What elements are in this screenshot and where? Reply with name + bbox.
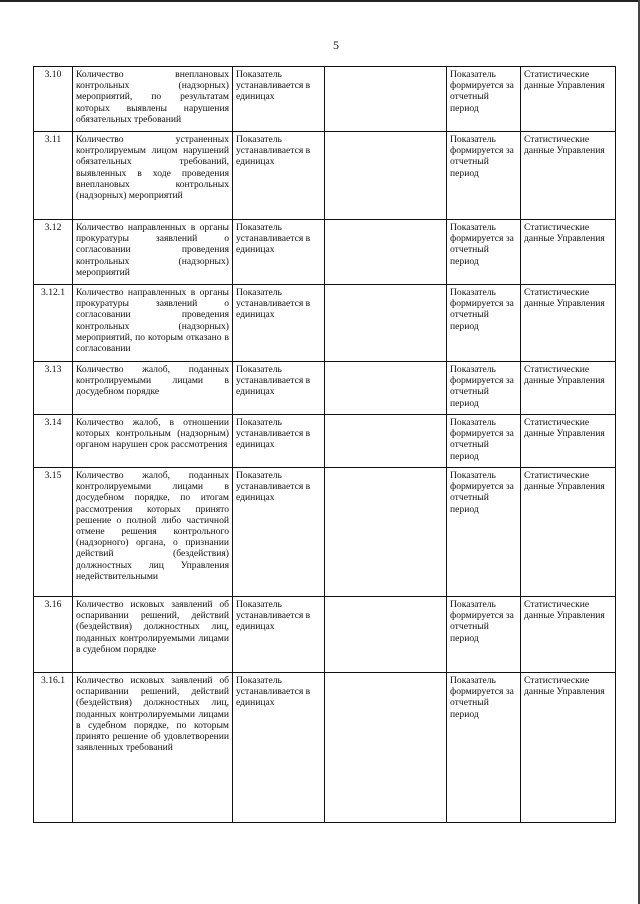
indicator-target xyxy=(325,220,447,285)
indicator-unit: Показатель устанавливается в единицах xyxy=(233,67,325,132)
indicator-source: Статистические данные Управления xyxy=(521,362,616,415)
row-number: 3.10 xyxy=(34,67,73,132)
table-row xyxy=(34,415,616,468)
table-row xyxy=(34,67,616,132)
indicator-target xyxy=(325,362,447,415)
table-row xyxy=(34,220,616,285)
table-row xyxy=(34,597,616,673)
indicator-target xyxy=(325,673,447,823)
indicator-description: Количество жалоб, в отношении которых контрольным (надзорным) органом нарушен срок рассмотрения xyxy=(73,415,233,468)
indicators-table xyxy=(33,66,616,823)
indicator-source: Статистические данные Управления xyxy=(521,132,616,220)
table-row xyxy=(34,285,616,362)
indicator-period: Показатель формируется за отчетный период xyxy=(447,468,521,597)
indicator-description: Количество исковых заявлений об оспаривании решений, действий (бездействия) должностных лиц, поданных контролируемыми лицами в судебном порядке xyxy=(73,597,233,673)
indicator-source: Статистические данные Управления xyxy=(521,415,616,468)
indicator-target xyxy=(325,597,447,673)
indicator-description: Количество исковых заявлений об оспаривании решений, действий (бездействия) должностных лиц, поданных контролируемыми лицами в судебном порядке, по которым принято решение об удовлетворении заявленных требований xyxy=(73,673,233,823)
indicator-source: Статистические данные Управления xyxy=(521,285,616,362)
indicator-description: Количество жалоб, поданных контролируемыми лицами в досудебном порядке xyxy=(73,362,233,415)
indicator-description: Количество жалоб, поданных контролируемыми лицами в досудебном порядке, по итогам рассмотрения которых принято решение о полной либо частичной отмене решения контрольного (надзорного) органа, о признании действий (бездействия) должностных лиц Управления недействительными xyxy=(73,468,233,597)
indicator-unit: Показатель устанавливается в единицах xyxy=(233,285,325,362)
indicator-description: Количество направленных в органы прокуратуры заявлений о согласовании проведения контрольных (надзорных) мероприятий xyxy=(73,220,233,285)
indicator-description: Количество внеплановых контрольных (надзорных) мероприятий, по результатам которых выявлены нарушения обязательных требований xyxy=(73,67,233,132)
table-row xyxy=(34,362,616,415)
indicator-unit: Показатель устанавливается в единицах xyxy=(233,415,325,468)
indicator-target xyxy=(325,67,447,132)
row-number: 3.16.1 xyxy=(34,673,73,823)
table-row xyxy=(34,673,616,823)
indicator-period: Показатель формируется за отчетный период xyxy=(447,362,521,415)
indicator-source: Статистические данные Управления xyxy=(521,468,616,597)
indicator-source: Статистические данные Управления xyxy=(521,597,616,673)
indicator-source: Статистические данные Управления xyxy=(521,673,616,823)
indicator-unit: Показатель устанавливается в единицах xyxy=(233,597,325,673)
indicator-target xyxy=(325,415,447,468)
indicator-description: Количество устраненных контролируемым лицом нарушений обязательных требований, выявленных в ходе проведения внеплановых контрольных (надзорных) мероприятий xyxy=(73,132,233,220)
indicator-unit: Показатель устанавливается в единицах xyxy=(233,220,325,285)
indicator-unit: Показатель устанавливается в единицах xyxy=(233,362,325,415)
page-number: 5 xyxy=(333,38,339,52)
table-row xyxy=(34,468,616,597)
indicator-target xyxy=(325,468,447,597)
row-number: 3.12.1 xyxy=(34,285,73,362)
indicator-target xyxy=(325,285,447,362)
indicator-period: Показатель формируется за отчетный период xyxy=(447,220,521,285)
indicator-period: Показатель формируется за отчетный период xyxy=(447,415,521,468)
indicator-source: Статистические данные Управления xyxy=(521,220,616,285)
indicator-target xyxy=(325,132,447,220)
row-number: 3.13 xyxy=(34,362,73,415)
indicator-description: Количество направленных в органы прокуратуры заявлений о согласовании проведения контрольных (надзорных) мероприятий, по которым отказано в согласовании xyxy=(73,285,233,362)
indicator-source: Статистические данные Управления xyxy=(521,67,616,132)
table-row xyxy=(34,132,616,220)
indicator-period: Показатель формируется за отчетный период xyxy=(447,67,521,132)
indicator-period: Показатель формируется за отчетный период xyxy=(447,597,521,673)
indicator-unit: Показатель устанавливается в единицах xyxy=(233,673,325,823)
indicator-period: Показатель формируется за отчетный период xyxy=(447,285,521,362)
row-number: 3.15 xyxy=(34,468,73,597)
indicator-period: Показатель формируется за отчетный период xyxy=(447,673,521,823)
page-edge-top xyxy=(0,0,640,2)
row-number: 3.12 xyxy=(34,220,73,285)
row-number: 3.14 xyxy=(34,415,73,468)
indicator-unit: Показатель устанавливается в единицах xyxy=(233,132,325,220)
indicator-unit: Показатель устанавливается в единицах xyxy=(233,468,325,597)
row-number: 3.11 xyxy=(34,132,73,220)
indicator-period: Показатель формируется за отчетный период xyxy=(447,132,521,220)
row-number: 3.16 xyxy=(34,597,73,673)
